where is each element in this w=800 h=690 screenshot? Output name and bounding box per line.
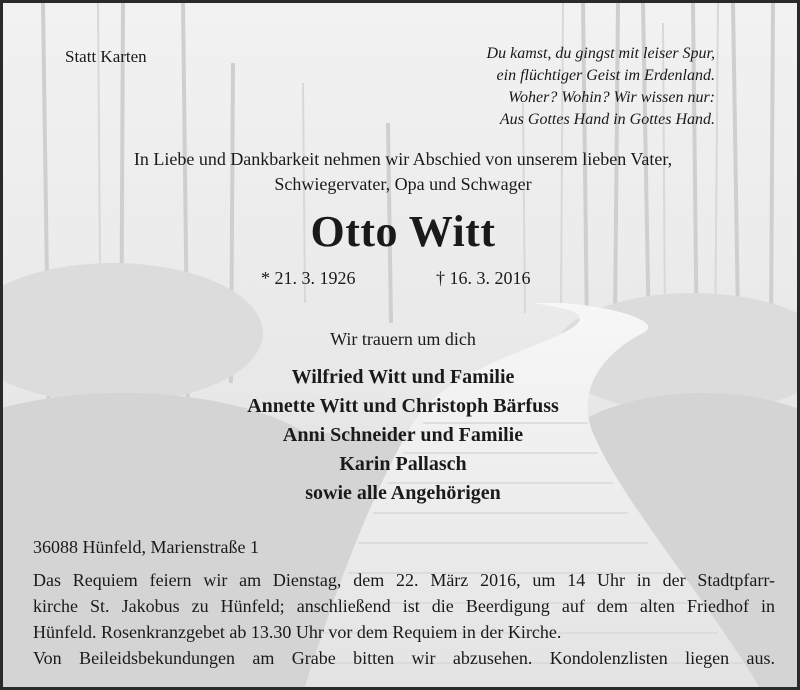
mourner-name: Anni Schneider und Familie xyxy=(282,424,524,446)
mourners-intro: Wir trauern um dich xyxy=(330,329,476,349)
statt-karten-label: Statt Karten xyxy=(65,47,147,66)
poem-line: Du kamst, du gingst mit leiser Spur, xyxy=(486,45,715,62)
requiem-line: Hünfeld. Rosenkranzgebet ab 13.30 Uhr vor dem Requiem in der Kirche. xyxy=(33,622,562,642)
deceased-name: Otto Witt xyxy=(310,207,496,256)
poem-line: ein flüchtiger Geist im Erdenland. xyxy=(496,67,715,84)
mourner-name: Annette Witt und Christoph Bärfuss xyxy=(247,395,559,417)
death-date: † 16. 3. 2016 xyxy=(436,268,531,288)
poem-line: Aus Gottes Hand in Gottes Hand. xyxy=(499,111,715,128)
intro-line: In Liebe und Dankbarkeit nehmen wir Abschied von unserem lieben Vater, xyxy=(133,149,673,169)
requiem-line: Das Requiem feiern wir am Dienstag, dem 22. März 2016, um 14 Uhr in der Stadtpfarr- xyxy=(33,570,775,590)
birth-date: * 21. 3. 1926 xyxy=(261,268,356,288)
requiem-line: kirche St. Jakobus zu Hünfeld; anschließend ist die Beerdigung auf dem alten Friedhof in xyxy=(33,596,775,616)
poem-line: Woher? Wohin? Wir wissen nur: xyxy=(508,89,715,106)
intro-line: Schwiegervater, Opa und Schwager xyxy=(274,174,532,194)
mourner-name: Wilfried Witt und Familie xyxy=(291,366,515,388)
mourner-name: sowie alle Angehörigen xyxy=(305,482,501,504)
mourner-name: Karin Pallasch xyxy=(339,453,467,475)
requiem-line: Von Beileidsbekundungen am Grabe bitten wir abzusehen. Kondolenzlisten liegen aus. xyxy=(33,648,775,668)
address: 36088 Hünfeld, Marienstraße 1 xyxy=(33,537,259,557)
